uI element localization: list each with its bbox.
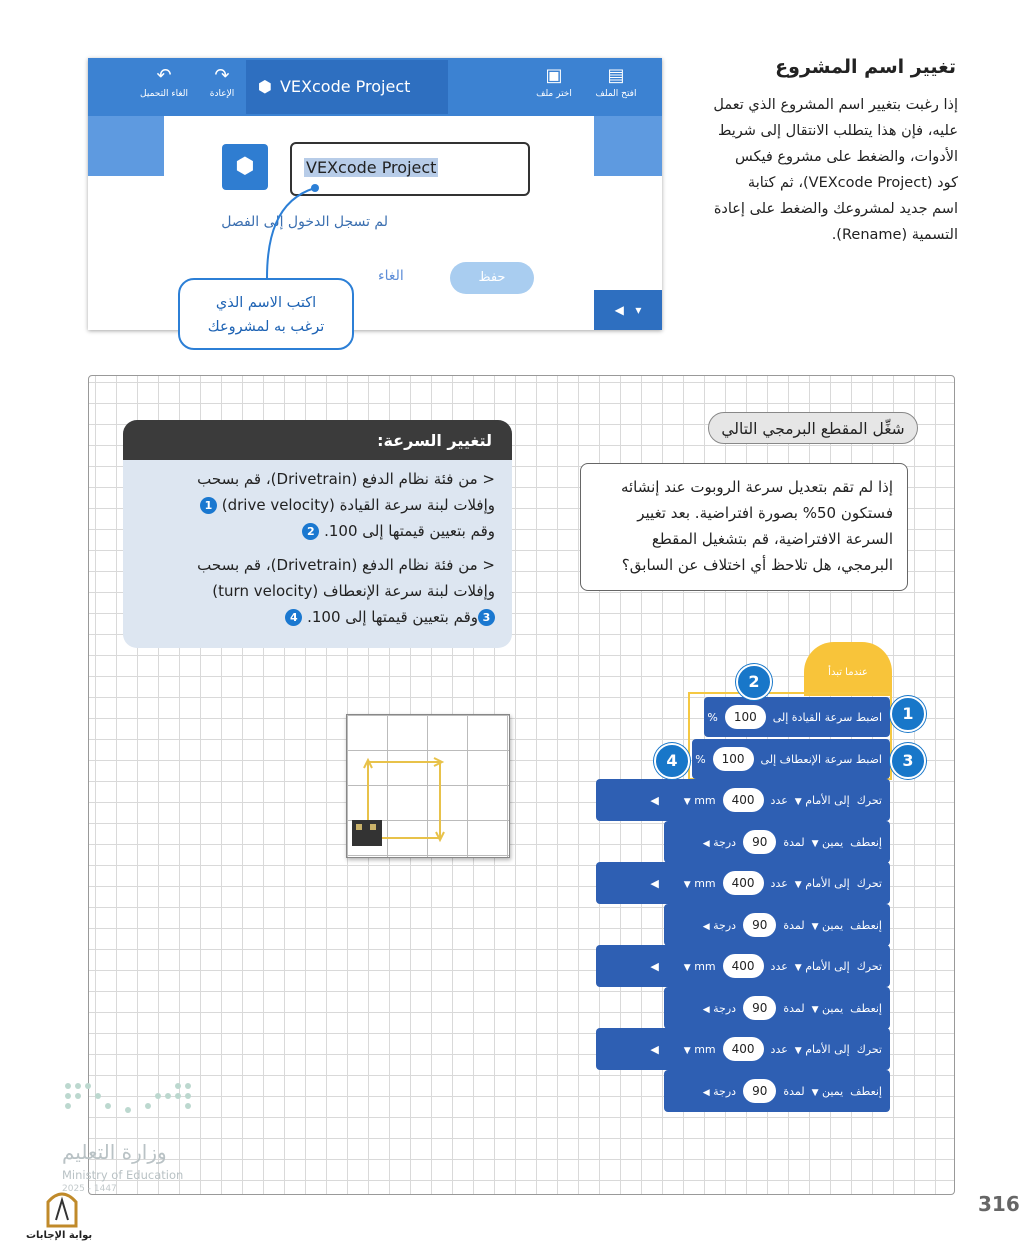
- cancel-button[interactable]: الغاء: [378, 268, 404, 284]
- marker-4-circle: 4: [654, 743, 690, 779]
- collapse-arrow-icon[interactable]: ◀: [650, 959, 659, 973]
- distance-input[interactable]: 400: [723, 1037, 764, 1061]
- collapse-arrow-icon[interactable]: ◀: [650, 793, 659, 807]
- question-line: السرعة الافتراضية، قم بتشغيل المقطع: [651, 530, 893, 548]
- drive-forward-block[interactable]: [596, 779, 890, 821]
- choose-file-label: اختر ملف: [536, 89, 572, 99]
- block-verb: تحرك: [856, 959, 882, 973]
- instruction-line: وقم بتعيين قيمتها إلى 100. 2: [145, 518, 495, 544]
- direction-dropdown[interactable]: يمين ▼: [811, 1001, 844, 1015]
- chevron-down-icon: ◀: [702, 1004, 710, 1015]
- speed-box-header: لتغيير السرعة:: [123, 420, 512, 460]
- project-name-input[interactable]: [290, 142, 530, 196]
- body-line: اسم جديد لمشروعك والضغط على إعادة: [713, 201, 958, 217]
- vexcode-screenshot: [88, 58, 662, 330]
- marker-3: 3: [478, 609, 495, 626]
- instruction-line: وإفلات لبنة سرعة القيادة (drive velocity) 1: [145, 492, 495, 518]
- ministry-year: 2025 - 1447: [62, 1184, 117, 1194]
- chevron-down-icon: ▼: [794, 796, 802, 807]
- chevron-down-icon: ◀: [702, 838, 710, 849]
- redo-button[interactable]: [190, 64, 254, 100]
- project-tab-title: VEXcode Project: [279, 77, 411, 96]
- callout-connector: [255, 180, 325, 280]
- direction-dropdown[interactable]: إلى الأمام ▼: [794, 876, 850, 890]
- drive-forward-block[interactable]: [596, 945, 890, 987]
- monitor-icon: ▣: [545, 65, 563, 86]
- undo-load-label: الغاء التحميل: [140, 89, 188, 99]
- instruction-line: وإفلات لبنة سرعة الإنعطاف (turn velocity): [212, 582, 495, 600]
- marker-2: 2: [302, 523, 319, 540]
- block-verb: إنعطف: [850, 1084, 882, 1098]
- unit-dropdown[interactable]: mm ▼: [683, 793, 716, 807]
- question-box: [580, 463, 908, 591]
- instruction-line: < من فئة نظام الدفع (Drivetrain)، قم بسحب: [197, 556, 495, 574]
- distance-input[interactable]: 400: [723, 954, 764, 978]
- chevron-down-icon: ▼: [811, 1004, 819, 1015]
- when-started-hat-block[interactable]: عندما تبدأ: [804, 642, 892, 696]
- portal-logo-icon: [44, 1186, 80, 1228]
- chevron-down-icon: ◀: [702, 921, 710, 932]
- chevron-down-icon: ▼: [794, 879, 802, 890]
- direction-dropdown[interactable]: يمين ▼: [811, 1084, 844, 1098]
- callout-line: اكتب الاسم الذي: [215, 295, 317, 311]
- collapse-arrow-icon[interactable]: ◀: [650, 1042, 659, 1056]
- block-verb: تحرك: [856, 793, 882, 807]
- question-line: إذا لم تقم بتعديل سرعة الروبوت عند إنشائه: [620, 478, 893, 496]
- drive-forward-block[interactable]: [596, 862, 890, 904]
- robot-path-arrows: [346, 714, 508, 856]
- robot-icon: [352, 820, 382, 846]
- block-for-label: لمدة: [783, 918, 805, 932]
- chevron-down-icon: ▼: [794, 1045, 802, 1056]
- unit-label: %: [695, 752, 706, 766]
- block-for-label: لمدة: [783, 1001, 805, 1015]
- body-line: عليه، فإن هذا يتطلب الانتقال إلى شريط: [717, 123, 958, 139]
- page-number: 316: [978, 1192, 1020, 1216]
- distance-input[interactable]: 400: [723, 788, 764, 812]
- angle-input[interactable]: 90: [743, 996, 776, 1020]
- unit-dropdown[interactable]: درجة ◀: [702, 835, 737, 849]
- chevron-down-icon: ▼: [683, 1045, 691, 1056]
- chevron-down-icon: ▼: [811, 838, 819, 849]
- instruction-line: < من فئة نظام الدفع (Drivetrain)، قم بسحب: [197, 470, 495, 488]
- chevron-down-icon: ▼: [683, 962, 691, 973]
- body-line: كود (VEXcode Project)، ثم كتابة: [747, 175, 958, 191]
- ministry-logo-dots: [62, 1080, 196, 1120]
- block-for-label: عدد: [770, 959, 788, 973]
- direction-dropdown[interactable]: إلى الأمام ▼: [794, 1042, 850, 1056]
- turn-right-block[interactable]: [664, 821, 890, 863]
- angle-input[interactable]: 90: [743, 830, 776, 854]
- block-verb: تحرك: [856, 1042, 882, 1056]
- choose-file-button[interactable]: [522, 64, 586, 100]
- portal-name: بوابة الإجابات: [26, 1230, 93, 1241]
- callout-line: ترغب به لمشروعك: [207, 319, 325, 335]
- set-drive-velocity-block[interactable]: [704, 697, 890, 737]
- direction-dropdown[interactable]: يمين ▼: [811, 918, 844, 932]
- block-verb: إنعطف: [850, 918, 882, 932]
- section-body: [676, 92, 958, 248]
- block-verb: تحرك: [856, 876, 882, 890]
- block-label: اضبط سرعة القيادة إلى: [772, 710, 882, 724]
- unit-label: %: [707, 710, 718, 724]
- marker-2-circle: 2: [736, 664, 772, 700]
- chevron-down-icon: ▼: [811, 1087, 819, 1098]
- open-file-label: افتح الملف: [595, 89, 637, 99]
- ministry-arabic-name: وزارة التعليم: [62, 1140, 167, 1164]
- drive-forward-block[interactable]: [596, 1028, 890, 1070]
- body-line: الأدوات، والضغط على مشروع فيكس: [734, 149, 958, 165]
- body-line: التسمية (Rename).: [831, 227, 958, 243]
- turn-right-block[interactable]: [664, 904, 890, 946]
- direction-dropdown[interactable]: يمين ▼: [811, 835, 844, 849]
- speed-box-text: [145, 466, 495, 630]
- project-hexagon-icon: ⬢: [222, 144, 268, 190]
- chevron-down-icon: ▼: [683, 879, 691, 890]
- project-name-tab[interactable]: [246, 60, 448, 114]
- section-title: تغيير اسم المشروع: [775, 56, 956, 78]
- marker-3-circle: 3: [890, 743, 926, 779]
- run-code-pill: شغِّل المقطع البرمجي التالي: [708, 412, 918, 444]
- block-for-label: لمدة: [783, 1084, 805, 1098]
- save-button[interactable]: حفظ: [450, 262, 534, 294]
- set-turn-velocity-block[interactable]: [692, 739, 890, 779]
- project-name-value: VEXcode Project: [306, 158, 437, 177]
- unit-dropdown[interactable]: درجة ◀: [702, 1084, 737, 1098]
- block-verb: إنعطف: [850, 835, 882, 849]
- question-line: البرمجي، هل تلاحظ أي اختلاف عن السابق؟: [621, 556, 893, 574]
- chevron-down-icon: ▼: [811, 921, 819, 932]
- drive-velocity-input[interactable]: 100: [725, 705, 766, 729]
- collapse-arrow-icon[interactable]: ◀: [650, 876, 659, 890]
- block-for-label: عدد: [770, 793, 788, 807]
- callout-bubble: [178, 278, 354, 350]
- question-line: فستكون 50% بصورة افتراضية. بعد تغيير: [637, 504, 893, 522]
- direction-dropdown[interactable]: إلى الأمام ▼: [794, 959, 850, 973]
- direction-dropdown[interactable]: إلى الأمام ▼: [794, 793, 850, 807]
- not-signed-in-text: لم تسجل الدخول إلى الفصل: [221, 214, 388, 230]
- marker-4: 4: [285, 609, 302, 626]
- chevron-down-icon: ▼: [683, 796, 691, 807]
- block-for-label: لمدة: [783, 835, 805, 849]
- file-icon: ▤: [607, 65, 625, 86]
- block-for-label: عدد: [770, 1042, 788, 1056]
- turn-right-block[interactable]: [664, 987, 890, 1029]
- side-panel-toggle[interactable]: ◀ ▾: [594, 290, 662, 330]
- unit-dropdown[interactable]: درجة ◀: [702, 1001, 737, 1015]
- turn-velocity-input[interactable]: 100: [713, 747, 754, 771]
- chevron-down-icon: ◀: [702, 1087, 710, 1098]
- angle-input[interactable]: 90: [743, 1079, 776, 1103]
- ministry-english-name: Ministry of Education: [62, 1168, 184, 1182]
- hexagon-icon: ⬢: [258, 77, 272, 96]
- block-label: اضبط سرعة الإنعطاف إلى: [760, 752, 882, 766]
- angle-input[interactable]: 90: [743, 913, 776, 937]
- redo-icon: ↷: [214, 65, 230, 86]
- block-verb: إنعطف: [850, 1001, 882, 1015]
- turn-right-block[interactable]: [664, 1070, 890, 1112]
- distance-input[interactable]: 400: [723, 871, 764, 895]
- block-for-label: عدد: [770, 876, 788, 890]
- marker-1: 1: [200, 497, 217, 514]
- chevron-down-icon: ▼: [794, 962, 802, 973]
- open-file-button[interactable]: [584, 64, 648, 100]
- unit-dropdown[interactable]: درجة ◀: [702, 918, 737, 932]
- instruction-line: 3وقم بتعيين قيمتها إلى 100. 4: [145, 604, 495, 630]
- redo-label: الإعادة: [209, 89, 235, 99]
- unit-dropdown[interactable]: mm ▼: [683, 959, 716, 973]
- undo-load-button[interactable]: [132, 64, 196, 100]
- unit-dropdown[interactable]: mm ▼: [683, 1042, 716, 1056]
- speed-instructions-box: [123, 420, 512, 648]
- undo-icon: ↶: [156, 65, 172, 86]
- body-line: إذا رغبت بتغيير اسم المشروع الذي تعمل: [713, 97, 958, 113]
- unit-dropdown[interactable]: mm ▼: [683, 876, 716, 890]
- marker-1-circle: 1: [890, 696, 926, 732]
